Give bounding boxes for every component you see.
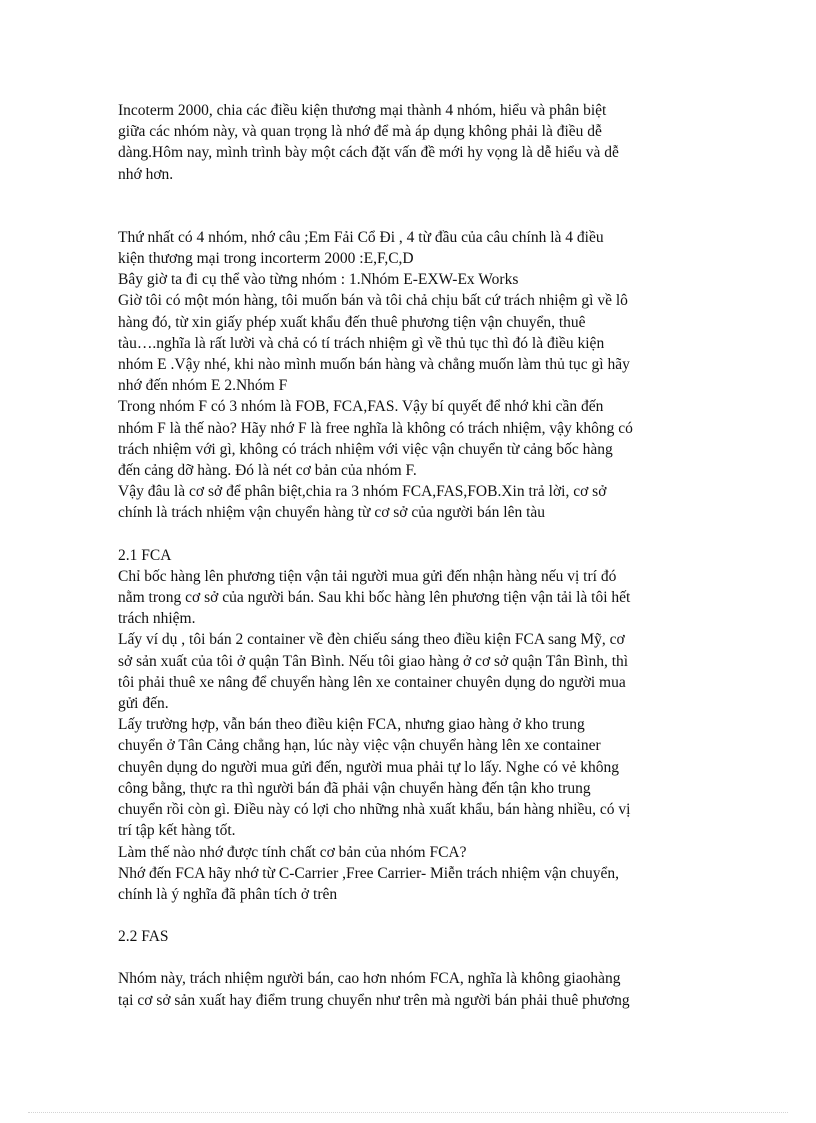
paragraph-intro: Incoterm 2000, chia các điều kiện thương mại thành 4 nhóm, hiểu và phân biệt giữa các nhóm này, và quan trọng là nhớ để mà áp dụng không phải là điều dễ dàng.Hôm nay, mình trình bày một cách đặt vấn đề mới hy vọng là dễ hiểu và dễ nhớ hơn. [118,102,619,183]
section-heading-fas: 2.2 FAS [118,928,169,946]
paragraph-spacer [118,947,703,968]
document-body [118,100,703,1011]
paragraph-spacer [118,905,703,926]
paragraph-spacer [118,524,703,545]
paragraph-fca: 2.1 FCA Chỉ bốc hàng lên phương tiện vận tải người mua gửi đến nhận hàng nếu vị trí đó nằm trong cơ sở của người bán. Sau khi bốc hàng lên phương tiện vận tải là tôi hết trách nhiệm. Lấy ví dụ , tôi bán 2 container về đèn chiếu sáng theo điều kiện FCA sang Mỹ, cơ sở sản xuất của tôi ở quận Tân Bình. Nếu tôi giao hàng ở cơ sở quận Tân Bình, thì tôi phải thuê xe nâng để chuyển hàng lên xe container chuyên dụng do người mua gửi đến. Lấy trường hợp, vẫn bán theo điều kiện FCA, nhưng giao hàng ở kho trung chuyển ở Tân Cảng chẳng hạn, lúc này việc vận chuyển hàng lên xe container chuyên dụng do người mua gửi đến, người mua phải tự lo lấy. Nghe có vẻ không công bằng, thực ra thì người bán đã phải vận chuyển hàng đến tận kho trung chuyển rồi còn gì. Điều này có lợi cho những nhà xuất khẩu, bán hàng nhiều, có vị trí tập kết hàng tốt. Làm thế nào nhớ được tính chất cơ bản của nhóm FCA? Nhớ đến FCA hãy nhớ từ C-Carrier ,Free Carrier- Miễn trách nhiệm vận chuyển, chính là ý nghĩa đã phân tích ở trên [118,546,631,903]
page-bottom-divider [28,1112,788,1113]
paragraph-fas: Nhóm này, trách nhiệm người bán, cao hơn nhóm FCA, nghĩa là không giaohàng tại cơ sở sản xuất hay điểm trung chuyển như trên mà người bán phải thuê phương [118,970,630,1009]
paragraph-groups: Thứ nhất có 4 nhóm, nhớ câu ;Em Fải Cổ Đi , 4 từ đầu của câu chính là 4 điều kiện thương mại trong incorterm 2000 :E,F,C,D Bây giờ ta đi cụ thể vào từng nhóm : 1.Nhóm E-EXW-Ex Works Giờ tôi có một món hàng, tôi muốn bán và tôi chả chịu bất cứ trách nhiệm gì về lô hàng đó, từ xin giấy phép xuất khẩu đến thuê phương tiện vận chuyển, thuê tàu….nghĩa là rất lười và chả có tí trách nhiệm gì về thủ tục thì đó là điều kiện nhóm E .Vậy nhé, khi nào mình muốn bán hàng và chẳng muốn làm thủ tục gì hãy nhớ đến nhóm E 2.Nhóm F Trong nhóm F có 3 nhóm là FOB, FCA,FAS. Vậy bí quyết để nhớ khi cần đến nhóm F là thế nào? Hãy nhớ F là free nghĩa là không có trách nhiệm, vậy không có trách nhiệm với gì, không có trách nhiệm với việc vận chuyển từ cảng bốc hàng đến cảng dỡ hàng. Đó là nét cơ bản của nhóm F. Vậy đâu là cơ sở để phân biệt,chia ra 3 nhóm FCA,FAS,FOB.Xin trả lời, cơ sở chính là trách nhiệm vận chuyển hàng từ cơ sở của người bán lên tàu [118,228,633,522]
paragraph-spacer [118,185,703,227]
